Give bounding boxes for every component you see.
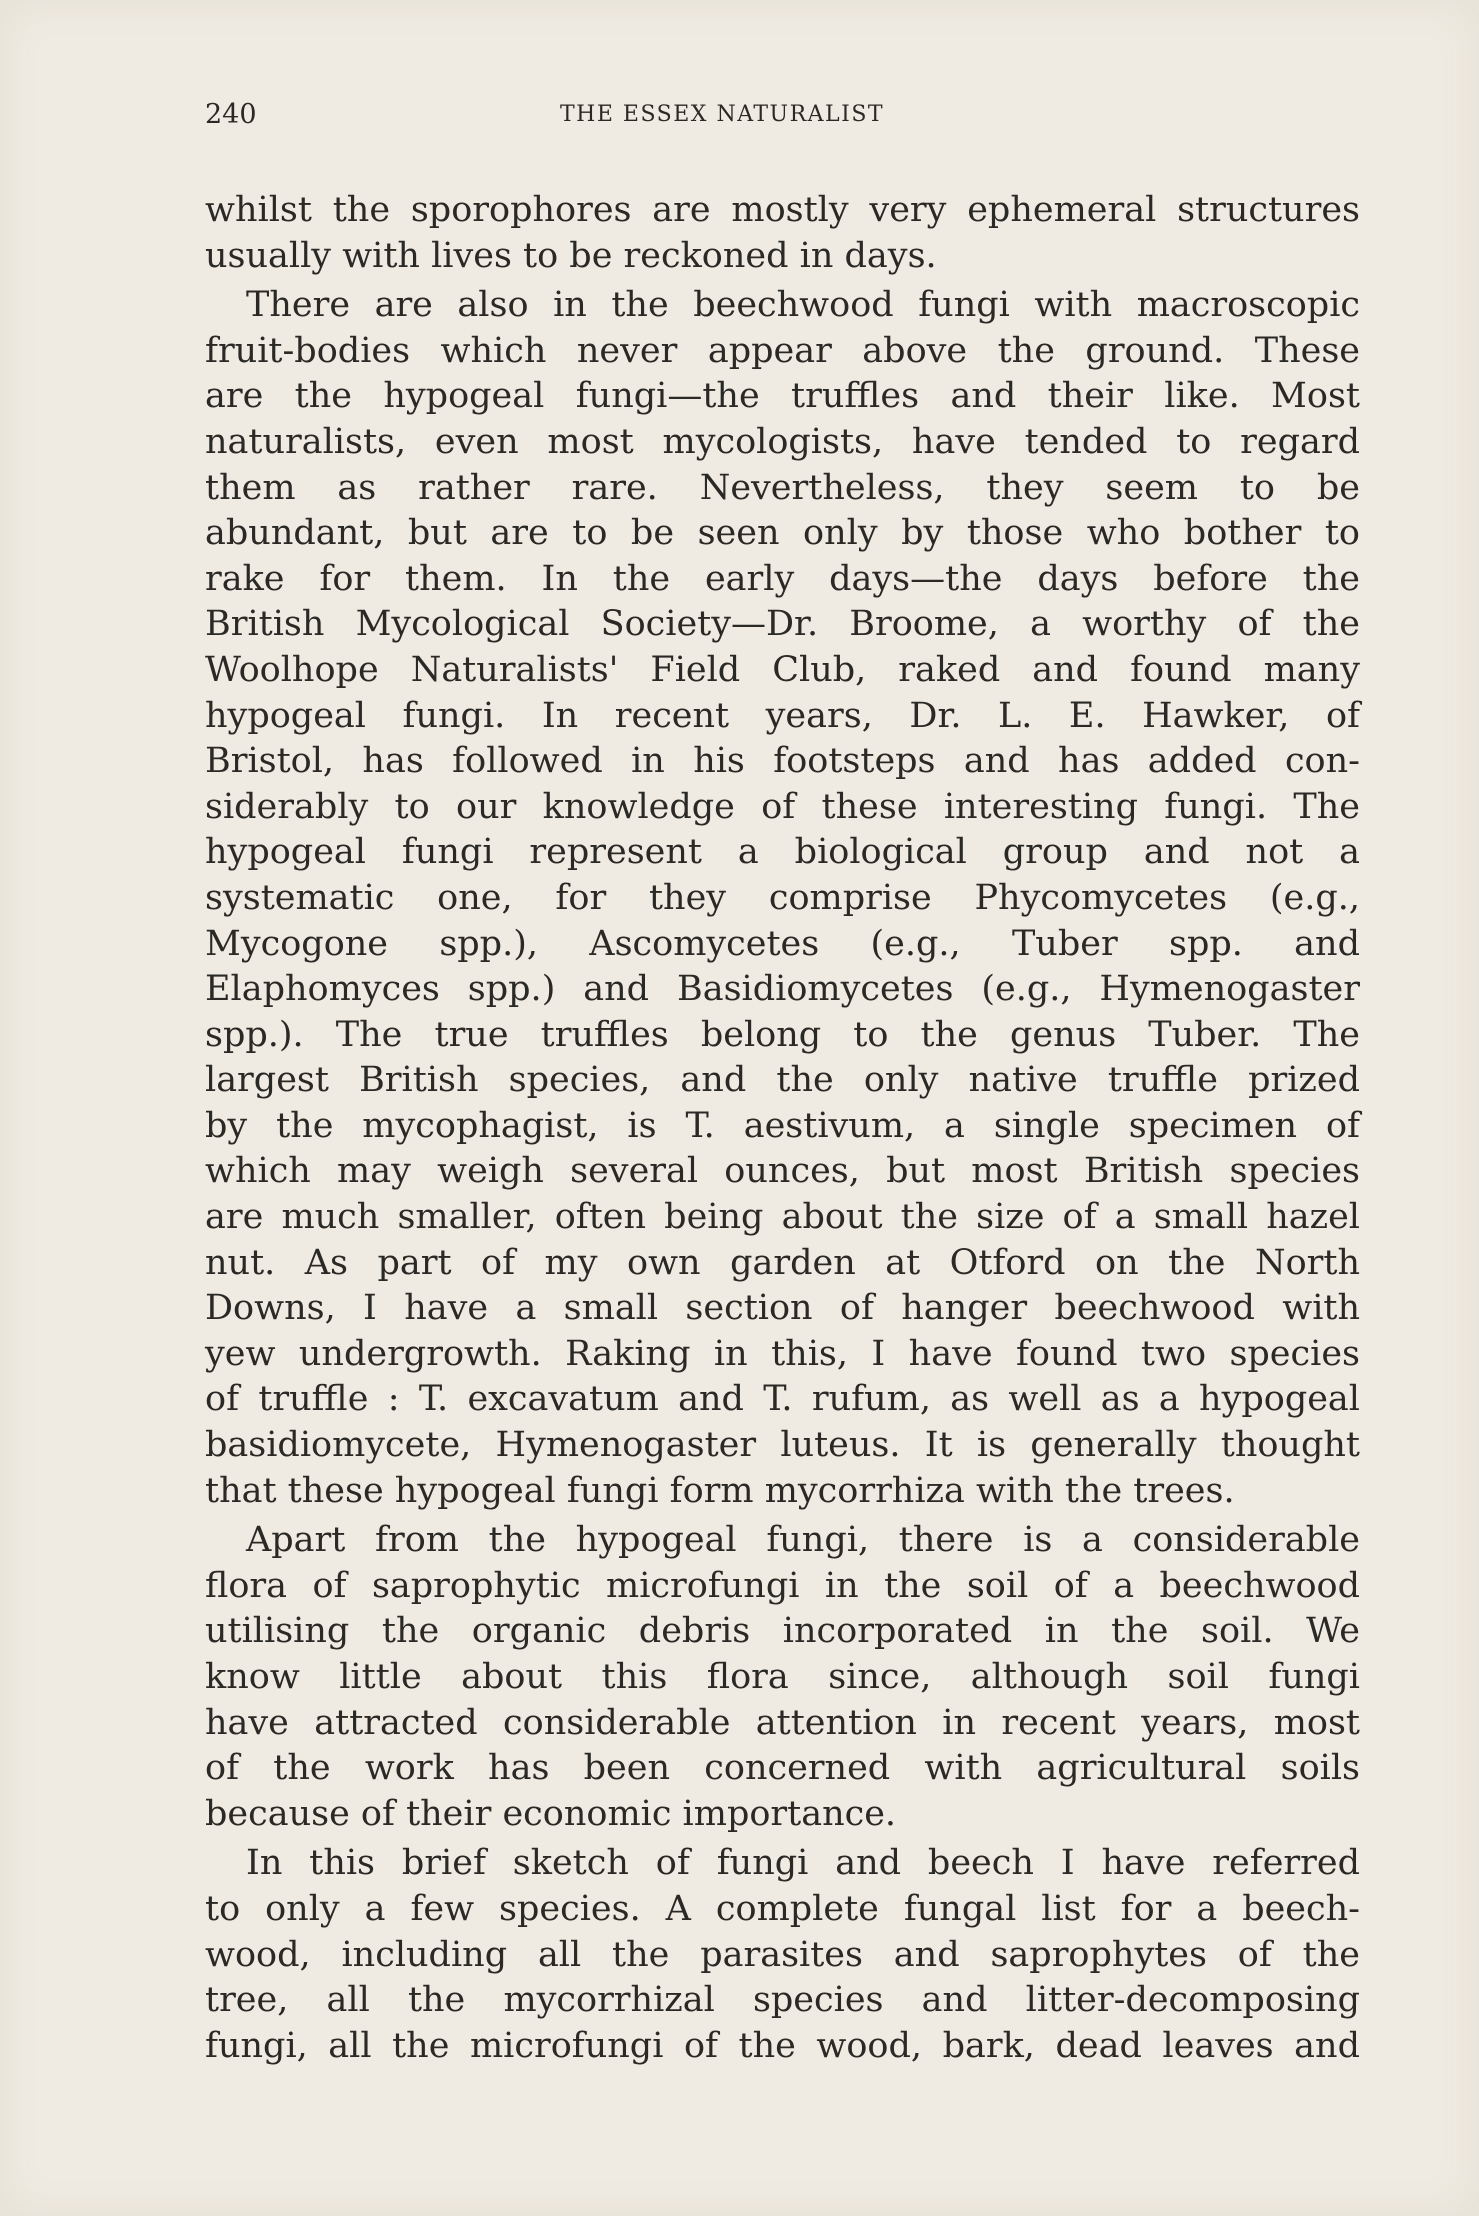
text-line: largest British species, and the only native truffle prized bbox=[205, 1060, 1360, 1101]
text-line: yew undergrowth. Raking in this, I have found two species bbox=[205, 1333, 1360, 1374]
text-line: Mycogone spp.), Ascomycetes (e.g., Tuber spp. and bbox=[205, 923, 1360, 964]
page-number: 240 bbox=[205, 99, 257, 130]
text-line: utilising the organic debris incorporated in the soil. We bbox=[205, 1611, 1360, 1652]
text-line: siderably to our knowledge of these interesting fungi. The bbox=[205, 786, 1360, 827]
text-line: British Mycological Society—Dr. Broome, a worthy of the bbox=[205, 604, 1360, 645]
text-line: usually with lives to be reckoned in days. bbox=[205, 235, 937, 276]
text-line: spp.). The true truffles belong to the genus Tuber. The bbox=[205, 1014, 1360, 1055]
text-line: Apart from the hypogeal fungi, there is a considerable bbox=[246, 1520, 1360, 1561]
text-line: nut. As part of my own garden at Otford on the North bbox=[205, 1242, 1360, 1283]
paragraph-3 bbox=[205, 1518, 1360, 1837]
text-line: know little about this flora since, although soil fungi bbox=[205, 1657, 1360, 1697]
text-line: wood, including all the parasites and saprophytes of the bbox=[205, 1934, 1360, 1975]
text-line: of truffle : T. excavatum and T. rufum, as well as a hypogeal bbox=[205, 1379, 1360, 1420]
text-line: fruit-bodies which never appear above the ground. These bbox=[205, 330, 1360, 371]
text-line: that these hypogeal fungi form mycorrhiza with the trees. bbox=[205, 1470, 1235, 1511]
text-line: are much smaller, often being about the size of a small hazel bbox=[205, 1197, 1360, 1238]
page-header bbox=[205, 94, 1360, 136]
text-line: flora of saprophytic microfungi in the soil of a beechwood bbox=[205, 1565, 1360, 1606]
journal-title: THE ESSEX NATURALIST bbox=[560, 102, 885, 127]
text-line: In this brief sketch of fungi and beech I have referred bbox=[246, 1843, 1360, 1884]
text-line: because of their economic importance. bbox=[205, 1793, 897, 1834]
article-body bbox=[205, 188, 1360, 2069]
paragraph-2 bbox=[205, 283, 1360, 1514]
text-line: Woolhope Naturalists' Field Club, raked and found many bbox=[205, 649, 1360, 690]
text-line: hypogeal fungi. In recent years, Dr. L. E. Hawker, of bbox=[205, 695, 1360, 736]
text-line: hypogeal fungi represent a biological group and not a bbox=[205, 832, 1360, 873]
text-line: Elaphomyces spp.) and Basidiomycetes (e.g., Hymenogaster bbox=[205, 969, 1360, 1010]
text-line: tree, all the mycorrhizal species and litter-decomposing bbox=[205, 1980, 1360, 2021]
text-line: by the mycophagist, is T. aestivum, a single specimen of bbox=[205, 1105, 1360, 1146]
text-line: There are also in the beechwood fungi with macroscopic bbox=[246, 285, 1360, 326]
text-line: to only a few species. A complete fungal list for a beech- bbox=[205, 1888, 1360, 1929]
paragraph-1 bbox=[205, 188, 1360, 279]
text-line: them as rather rare. Nevertheless, they seem to be bbox=[205, 467, 1360, 508]
paragraph-4 bbox=[205, 1841, 1360, 2069]
text-line: systematic one, for they comprise Phycomycetes (e.g., bbox=[205, 877, 1360, 918]
text-line: fungi, all the microfungi of the wood, bark, dead leaves and bbox=[205, 2025, 1360, 2066]
text-line: basidiomycete, Hymenogaster luteus. It is generally thought bbox=[205, 1425, 1360, 1466]
text-line: have attracted considerable attention in recent years, most bbox=[205, 1702, 1360, 1743]
text-line: are the hypogeal fungi—the truffles and their like. Most bbox=[205, 376, 1360, 417]
text-line: rake for them. In the early days—the days before the bbox=[205, 558, 1360, 599]
text-line: Bristol, has followed in his footsteps and has added con- bbox=[205, 741, 1360, 782]
text-line: abundant, but are to be seen only by those who bother to bbox=[205, 513, 1360, 554]
text-line: whilst the sporophores are mostly very ephemeral structures bbox=[205, 190, 1360, 230]
text-line: naturalists, even most mycologists, have tended to regard bbox=[205, 421, 1360, 462]
text-line: which may weigh several ounces, but most British species bbox=[205, 1151, 1360, 1192]
text-line: Downs, I have a small section of hanger beechwood with bbox=[205, 1288, 1360, 1329]
text-line: of the work has been concerned with agricultural soils bbox=[205, 1748, 1360, 1789]
